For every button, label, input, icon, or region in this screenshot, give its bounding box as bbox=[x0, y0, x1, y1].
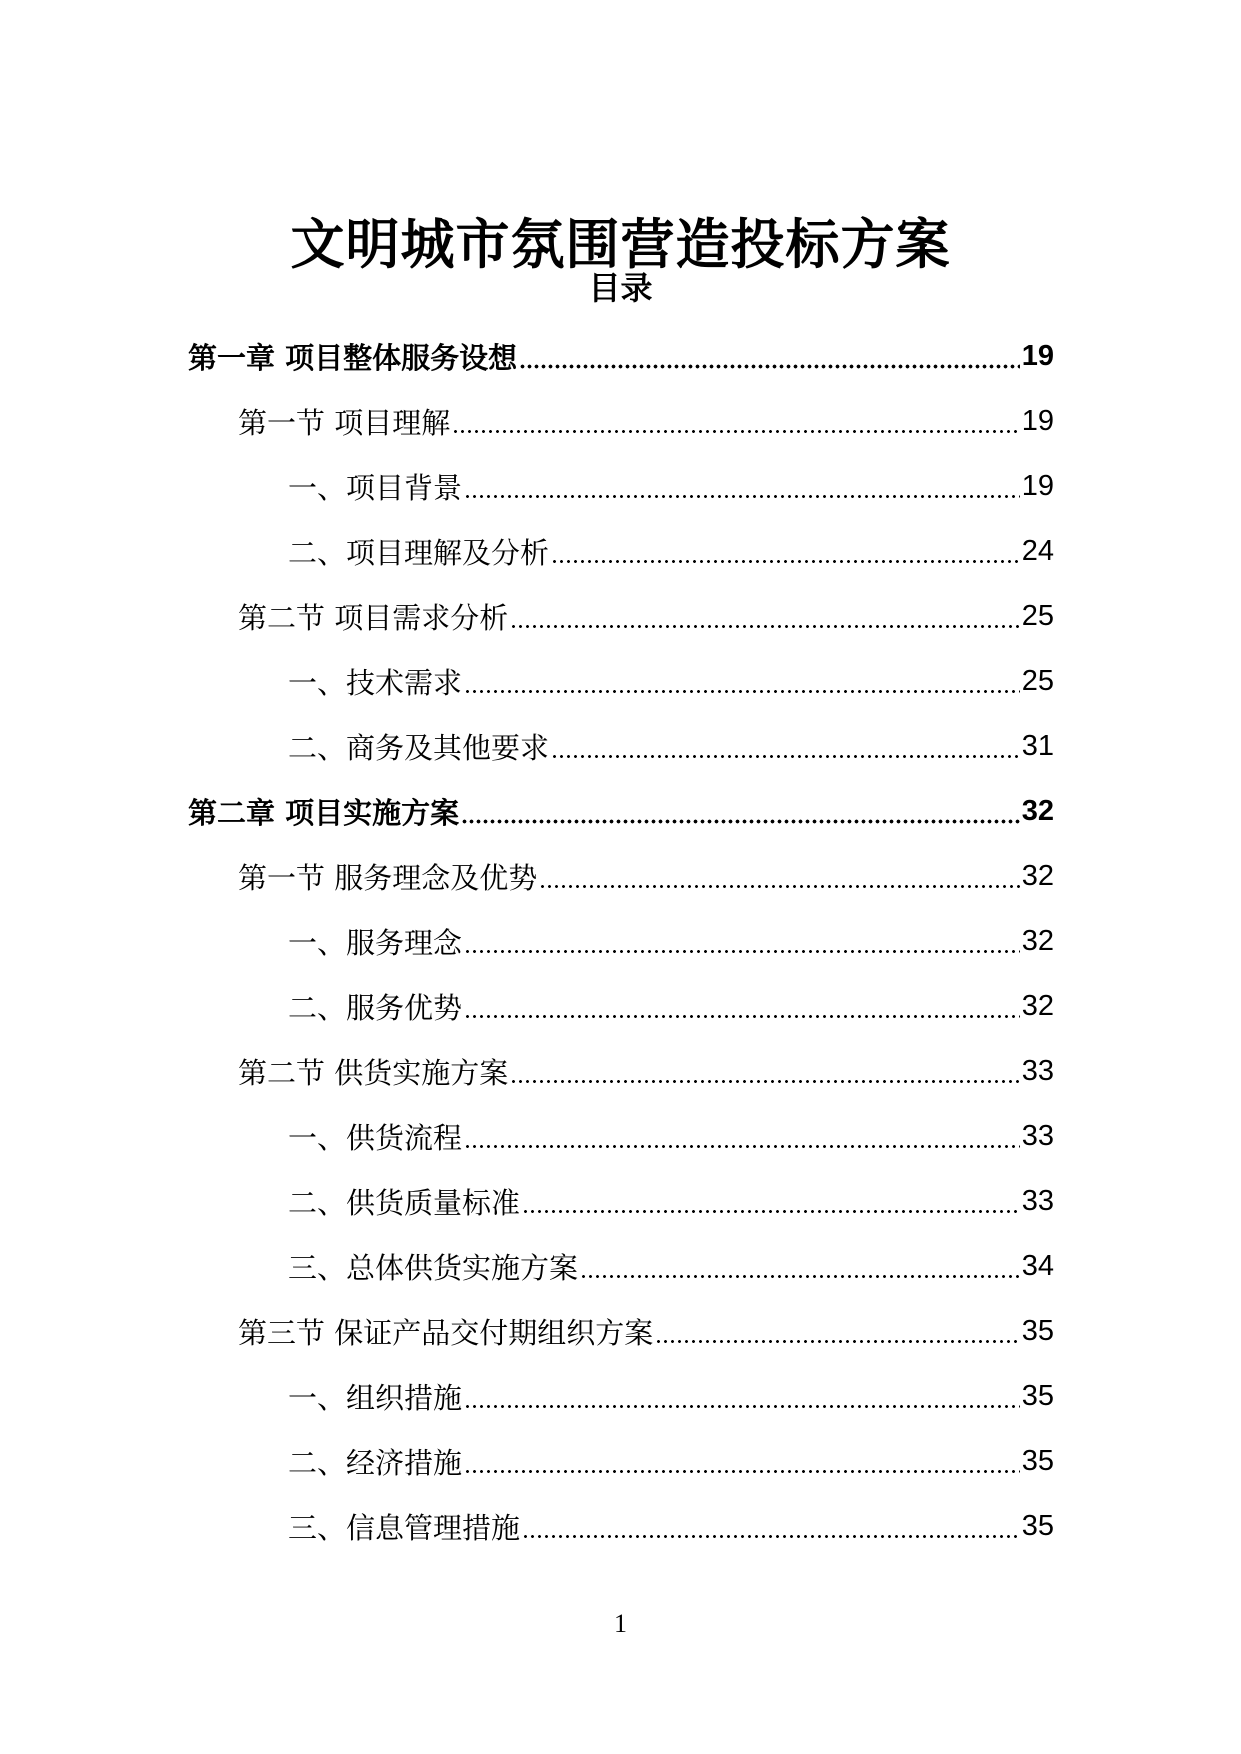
toc-entry-page: 25 bbox=[1021, 665, 1054, 697]
toc-entry-chapter[interactable] bbox=[188, 779, 1054, 844]
toc-entry-section[interactable] bbox=[188, 389, 1054, 454]
toc-entry-title: 一、项目背景 bbox=[288, 471, 463, 505]
toc-entry-page: 31 bbox=[1021, 730, 1054, 762]
toc-entry-page: 32 bbox=[1021, 795, 1054, 827]
table-of-contents bbox=[188, 324, 1054, 1559]
toc-entry-title: 一、组织措施 bbox=[288, 1381, 463, 1415]
toc-entry-subsection[interactable] bbox=[188, 454, 1054, 519]
toc-heading: 目录 bbox=[588, 269, 653, 307]
dot-leader bbox=[522, 1187, 1020, 1216]
toc-entry-page: 33 bbox=[1021, 1120, 1054, 1152]
toc-entry-subsection[interactable] bbox=[188, 649, 1054, 714]
toc-entry-page: 34 bbox=[1021, 1250, 1054, 1282]
toc-entry-title: 一、服务理念 bbox=[288, 926, 463, 960]
toc-entry-page: 32 bbox=[1021, 925, 1054, 957]
dot-leader bbox=[464, 927, 1020, 956]
toc-entry-page: 19 bbox=[1021, 340, 1054, 372]
toc-entry-title: 第二节 供货实施方案 bbox=[238, 1056, 509, 1090]
toc-entry-section[interactable] bbox=[188, 584, 1054, 649]
toc-entry-title: 二、商务及其他要求 bbox=[288, 731, 550, 765]
toc-entry-subsection[interactable] bbox=[188, 519, 1054, 584]
toc-entry-page: 33 bbox=[1021, 1055, 1054, 1087]
toc-entry-subsection[interactable] bbox=[188, 1494, 1054, 1559]
toc-entry-page: 35 bbox=[1021, 1445, 1054, 1477]
toc-entry-title: 二、经济措施 bbox=[288, 1446, 463, 1480]
toc-entry-section[interactable] bbox=[188, 1039, 1054, 1104]
toc-entry-subsection[interactable] bbox=[188, 974, 1054, 1039]
dot-leader bbox=[464, 1382, 1020, 1411]
dot-leader bbox=[452, 407, 1020, 436]
toc-entry-page: 35 bbox=[1021, 1510, 1054, 1542]
toc-entry-section[interactable] bbox=[188, 844, 1054, 909]
toc-entry-title: 二、服务优势 bbox=[288, 991, 463, 1025]
toc-entry-title: 三、信息管理措施 bbox=[288, 1511, 521, 1545]
toc-entry-page: 33 bbox=[1021, 1185, 1054, 1217]
dot-leader bbox=[510, 602, 1020, 631]
toc-entry-page: 35 bbox=[1021, 1315, 1054, 1347]
toc-entry-title: 第一节 项目理解 bbox=[238, 406, 451, 440]
dot-leader bbox=[519, 342, 1020, 371]
toc-entry-subsection[interactable] bbox=[188, 909, 1054, 974]
dot-leader bbox=[464, 667, 1020, 696]
toc-entry-title: 一、技术需求 bbox=[288, 666, 463, 700]
toc-entry-title: 第一节 服务理念及优势 bbox=[238, 861, 538, 895]
toc-entry-title: 第一章 项目整体服务设想 bbox=[188, 341, 518, 375]
toc-entry-page: 32 bbox=[1021, 860, 1054, 892]
dot-leader bbox=[510, 1057, 1020, 1086]
toc-entry-subsection[interactable] bbox=[188, 1104, 1054, 1169]
toc-entry-subsection[interactable] bbox=[188, 1429, 1054, 1494]
dot-leader bbox=[551, 537, 1020, 566]
toc-entry-title: 一、供货流程 bbox=[288, 1121, 463, 1155]
dot-leader bbox=[461, 797, 1020, 826]
toc-entry-section[interactable] bbox=[188, 1299, 1054, 1364]
dot-leader bbox=[539, 862, 1020, 891]
toc-entry-title: 二、项目理解及分析 bbox=[288, 536, 550, 570]
toc-entry-subsection[interactable] bbox=[188, 1234, 1054, 1299]
toc-entry-title: 第二节 项目需求分析 bbox=[238, 601, 509, 635]
dot-leader bbox=[464, 1122, 1020, 1151]
toc-entry-title: 第二章 项目实施方案 bbox=[188, 796, 460, 830]
toc-entry-page: 24 bbox=[1021, 535, 1054, 567]
document-title: 文明城市氛围营造投标方案 bbox=[290, 213, 951, 277]
dot-leader bbox=[464, 992, 1020, 1021]
toc-entry-subsection[interactable] bbox=[188, 714, 1054, 779]
toc-entry-page: 25 bbox=[1021, 600, 1054, 632]
toc-entry-subsection[interactable] bbox=[188, 1364, 1054, 1429]
toc-entry-page: 19 bbox=[1021, 405, 1054, 437]
toc-entry-chapter[interactable] bbox=[188, 324, 1054, 389]
toc-entry-page: 19 bbox=[1021, 470, 1054, 502]
page-number: 1 bbox=[614, 1609, 627, 1638]
dot-leader bbox=[522, 1512, 1020, 1541]
dot-leader bbox=[655, 1317, 1020, 1346]
dot-leader bbox=[551, 732, 1020, 761]
dot-leader bbox=[464, 472, 1020, 501]
toc-entry-page: 35 bbox=[1021, 1380, 1054, 1412]
toc-entry-title: 第三节 保证产品交付期组织方案 bbox=[238, 1316, 654, 1350]
toc-entry-page: 32 bbox=[1021, 990, 1054, 1022]
dot-leader bbox=[464, 1447, 1020, 1476]
dot-leader bbox=[580, 1252, 1020, 1281]
toc-entry-title: 二、供货质量标准 bbox=[288, 1186, 521, 1220]
toc-entry-title: 三、总体供货实施方案 bbox=[288, 1251, 579, 1285]
toc-entry-subsection[interactable] bbox=[188, 1169, 1054, 1234]
